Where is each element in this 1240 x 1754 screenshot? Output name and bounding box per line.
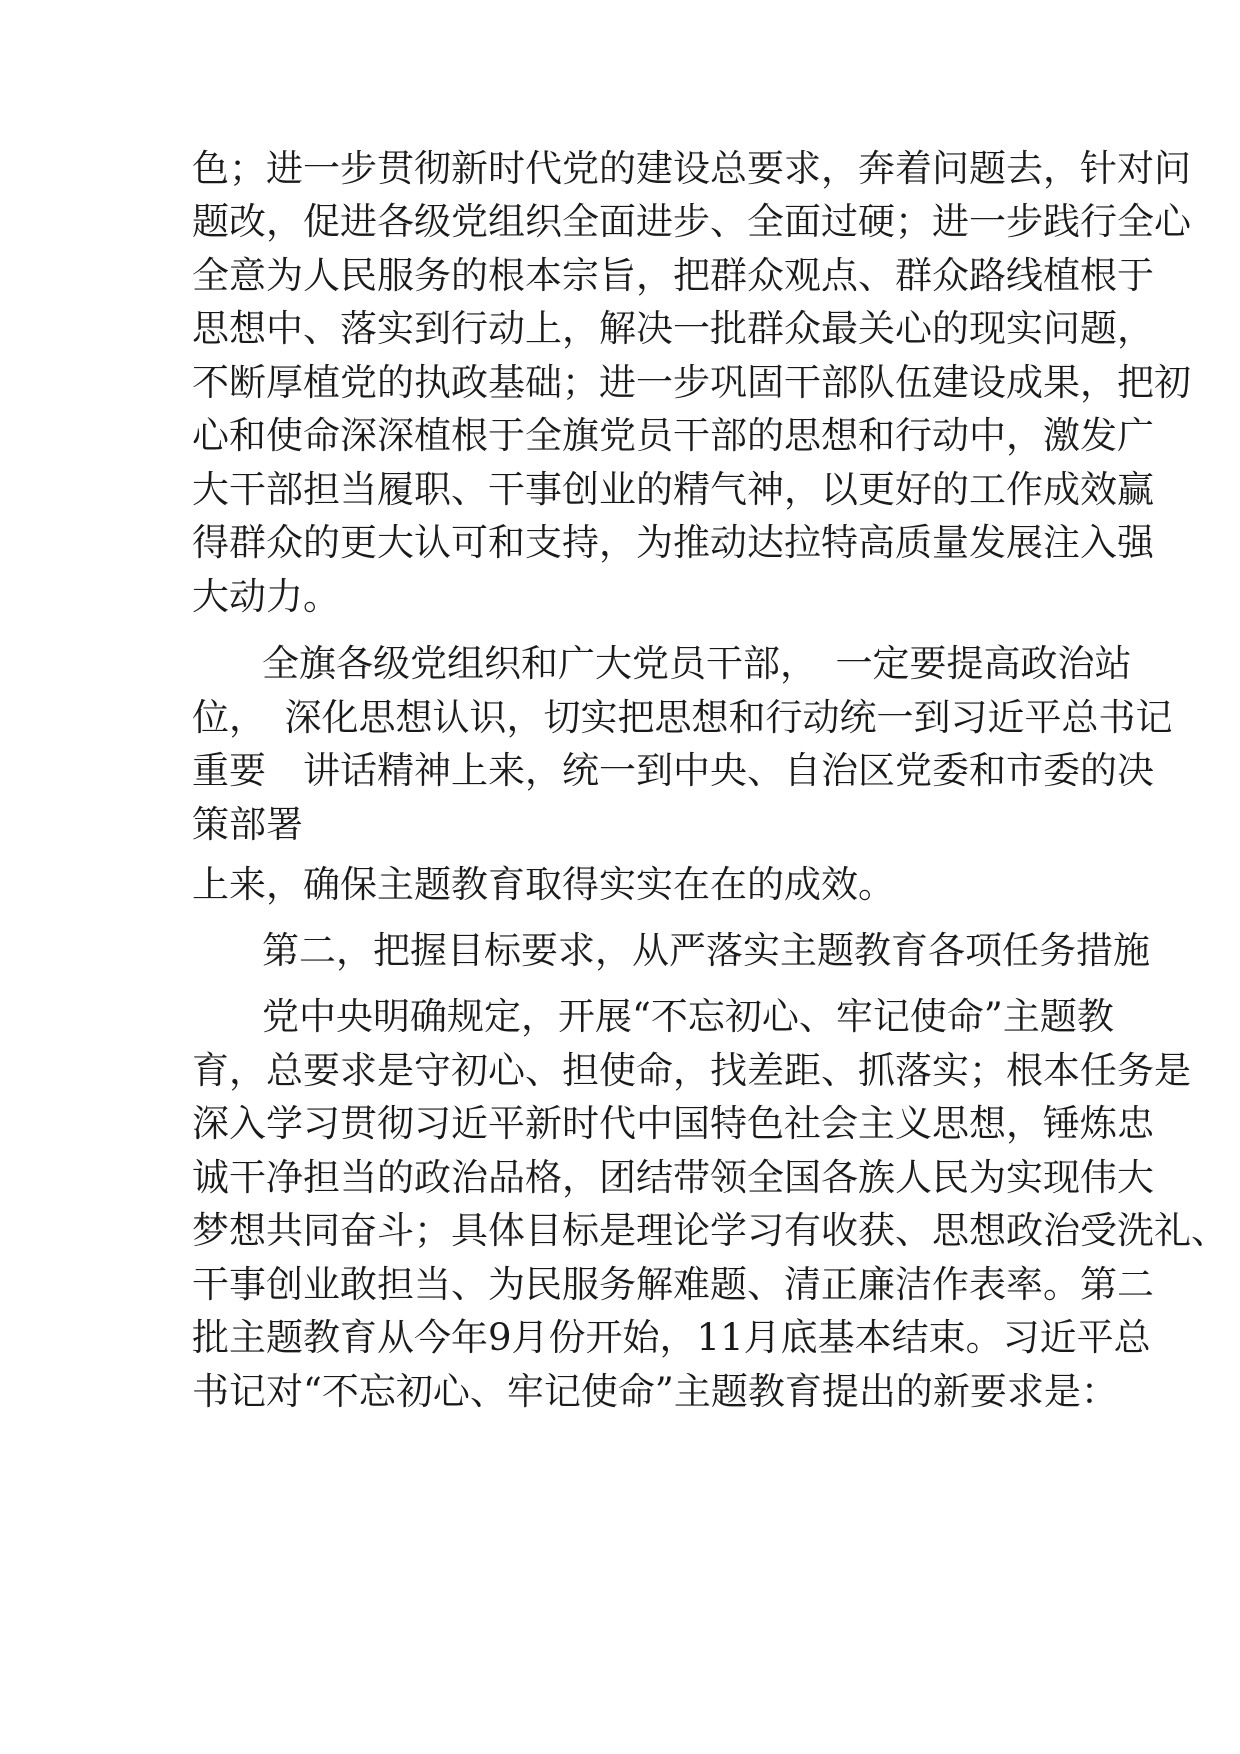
- text-line: 思想中、落实到行动上，解决一批群众最关心的现实问题，: [192, 307, 1154, 350]
- section-heading: 第二，把握目标要求，从严落实主题教育各项任务措施: [262, 929, 1150, 972]
- text-line: 重要 讲话精神上来，统一到中央、自治区党委和市委的决: [192, 749, 1154, 792]
- text-line: 色；进一步贯彻新时代党的建设总要求，奔着问题去，针对问: [192, 147, 1191, 190]
- text-line: 深入学习贯彻习近平新时代中国特色社会主义思想，锤炼忠: [192, 1102, 1154, 1145]
- text-line: 全旗各级党组织和广大党员干部， 一定要提高政治站: [262, 642, 1132, 685]
- text-line: 批主题教育从今年9月份开始，11月底基本结束。习近平总: [192, 1316, 1151, 1359]
- text-line: 大干部担当履职、干事创业的精气神，以更好的工作成效赢: [192, 468, 1154, 511]
- text-line: 书记对“不忘初心、牢记使命”主题教育提出的新要求是：: [192, 1370, 1118, 1413]
- text-line: 题改，促进各级党组织全面进步、全面过硬；进一步践行全心: [192, 200, 1191, 243]
- text-line: 大动力。: [192, 575, 340, 618]
- text-line: 育，总要求是守初心、担使命，找差距、抓落实；根本任务是: [192, 1049, 1191, 1092]
- text-line: 上来，确保主题教育取得实实在在的成效。: [192, 863, 895, 906]
- text-line: 诚干净担当的政治品格，团结带领全国各族人民为实现伟大: [192, 1156, 1154, 1199]
- text-line: 梦想共同奋斗；具体目标是理论学习有收获、思想政治受洗礼、: [192, 1209, 1228, 1252]
- text-line: 策部署: [192, 803, 303, 846]
- text-line: 全意为人民服务的根本宗旨，把群众观点、群众路线植根于: [192, 254, 1154, 297]
- text-line: 党中央明确规定，开展“不忘初心、牢记使命”主题教: [262, 995, 1114, 1038]
- text-line: 干事创业敢担当、为民服务解难题、清正廉洁作表率。第二: [192, 1263, 1154, 1306]
- text-line: 心和使命深深植根于全旗党员干部的思想和行动中，激发广: [192, 414, 1154, 457]
- text-line: 位， 深化思想认识，切实把思想和行动统一到习近平总书记: [192, 696, 1173, 739]
- text-line: 得群众的更大认可和支持，为推动达拉特高质量发展注入强: [192, 521, 1154, 564]
- text-line: 不断厚植党的执政基础；进一步巩固干部队伍建设成果，把初: [192, 361, 1191, 404]
